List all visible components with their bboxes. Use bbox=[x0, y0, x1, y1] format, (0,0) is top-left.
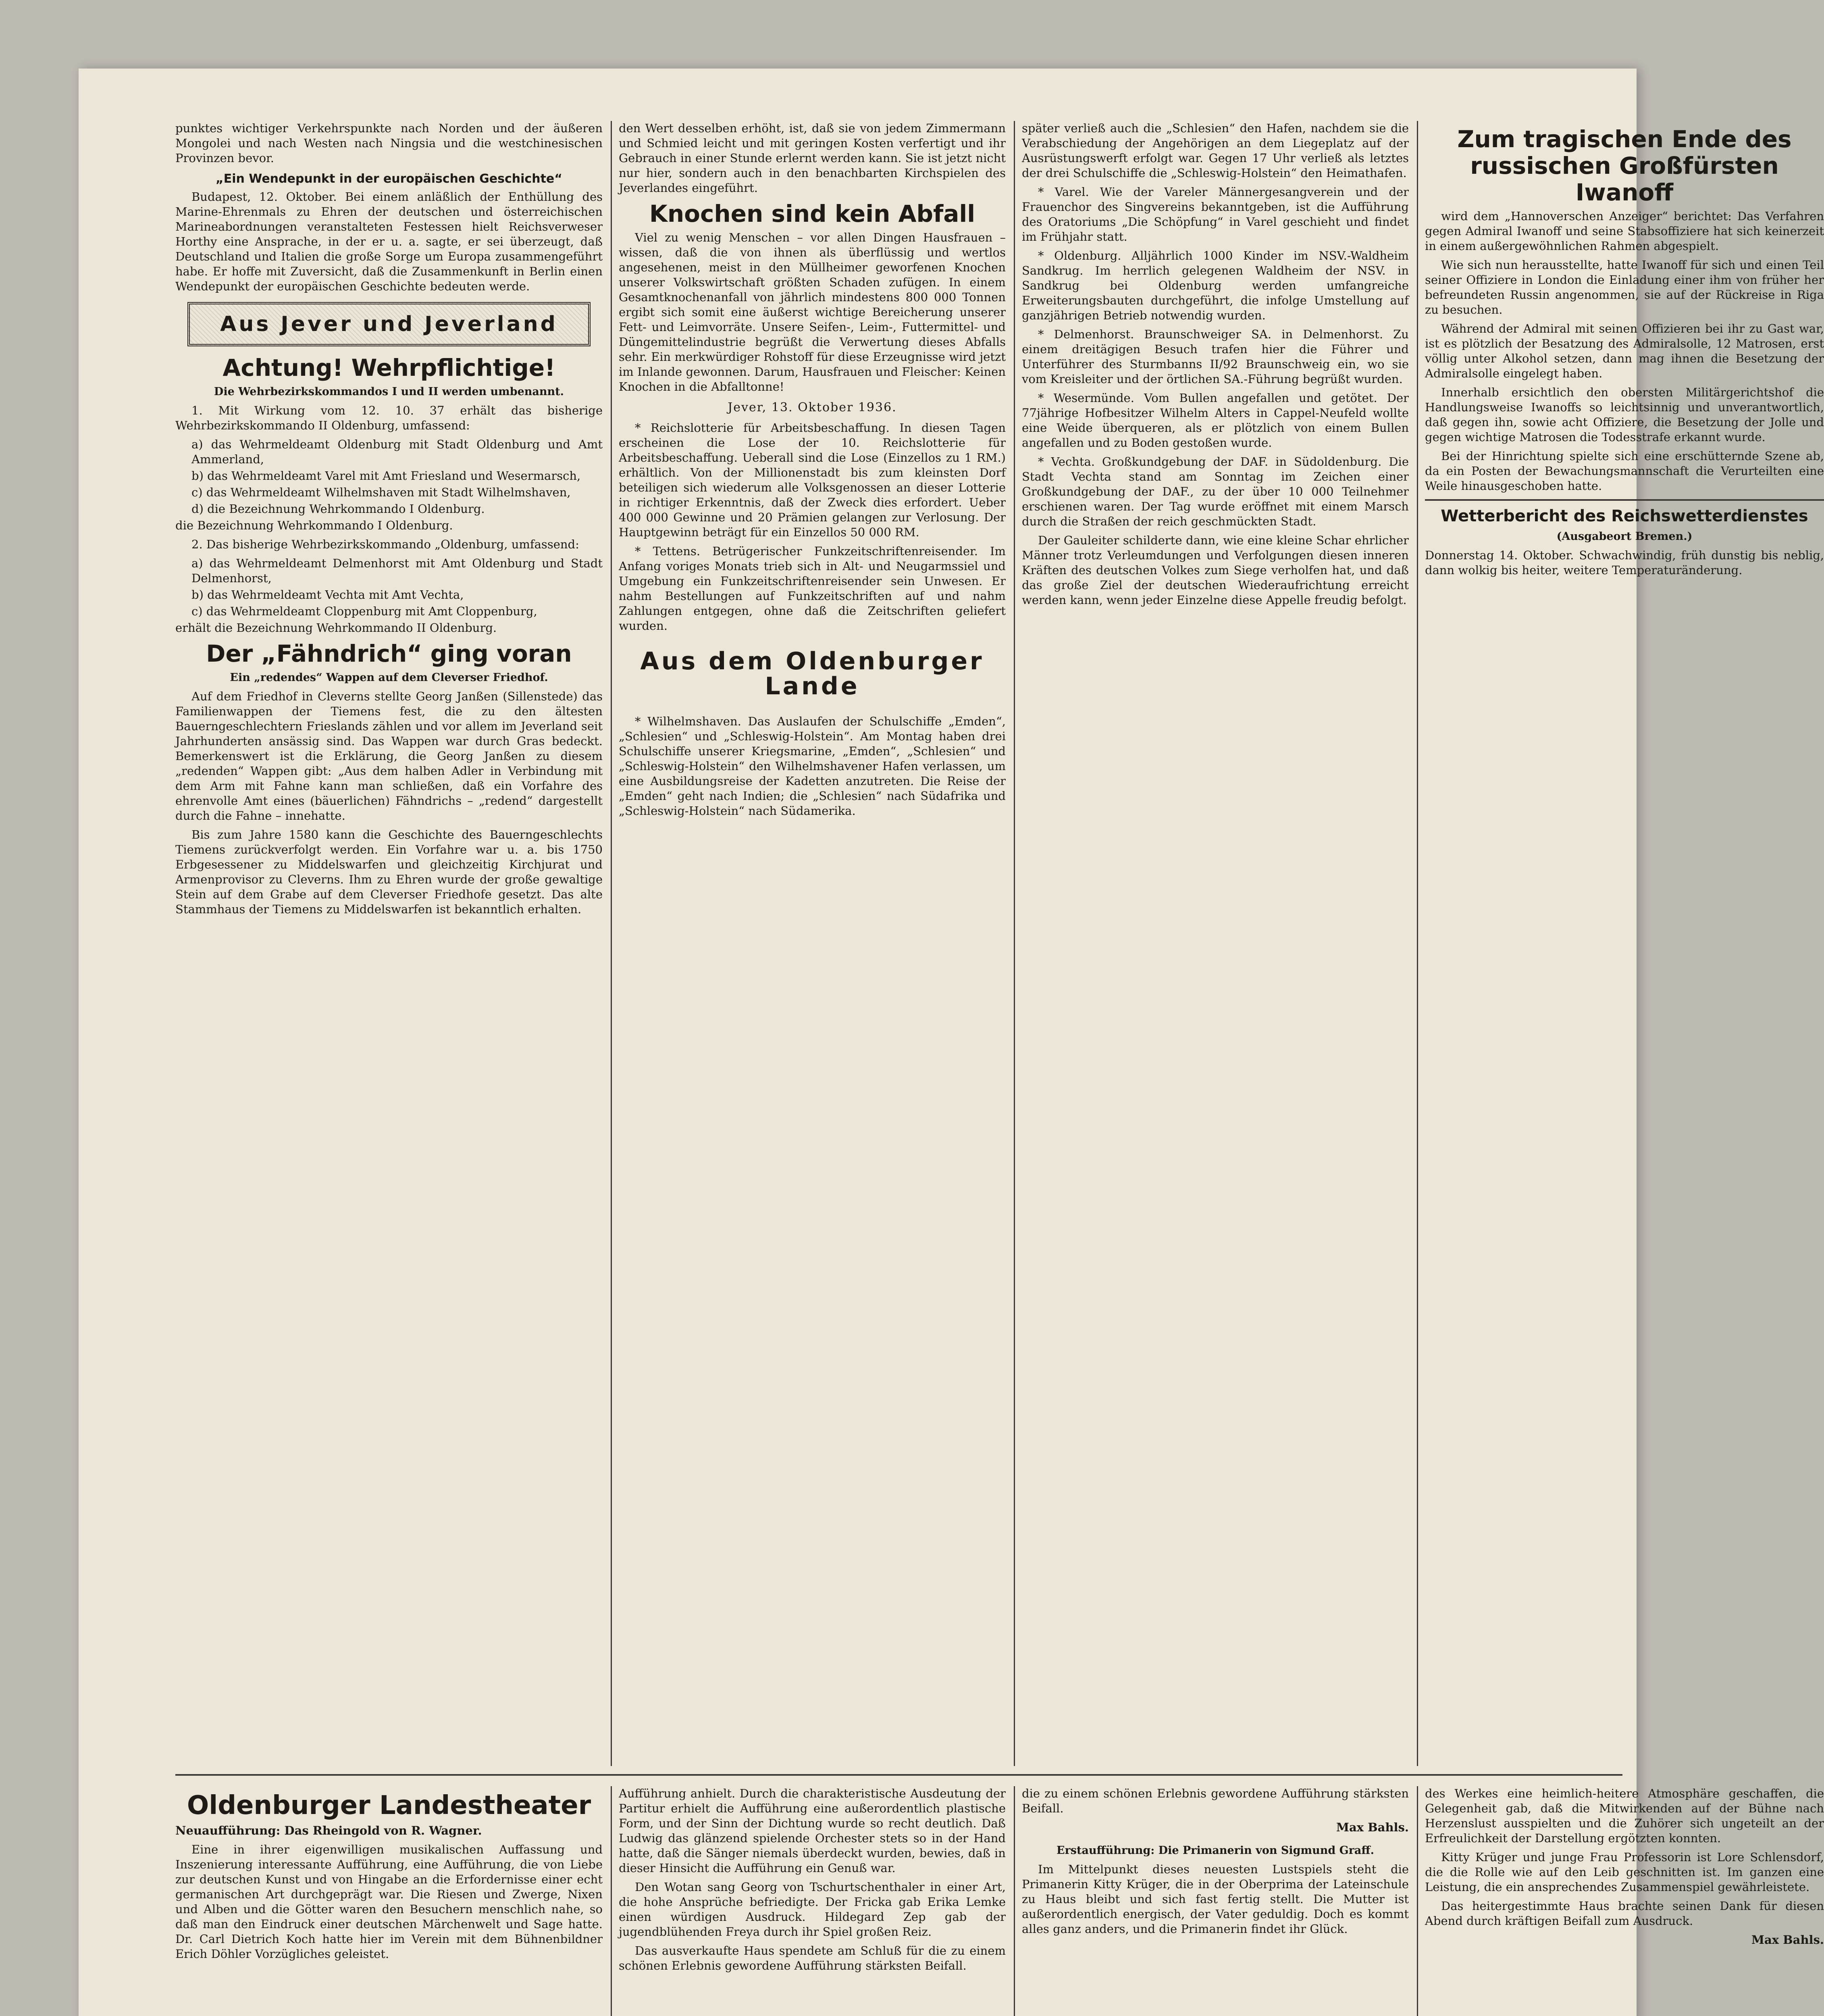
theater-column-1 bbox=[175, 1786, 603, 2016]
signature: Max Bahls. bbox=[1336, 1820, 1409, 1834]
paragraph: Aufführung anhielt. Durch die charakteristische Ausdeutung der Partitur erhielt die Aufführung eine außerordentlich plastische Form, und der Sinn der Dichtung wurde so recht deutlich. Daß Ludwig das glänzend spielende Orchester stets so in der Hand hatte, daß die Sänger niemals überdeckt wurden, bewies, daß in dieser Hinsicht die Aufführung ein Genuß war. bbox=[619, 1787, 1006, 1875]
paragraph: Im Mittelpunkt dieses neuesten Lustspiels steht die Primanerin Kitty Krüger, die in der Oberprima der Lateinschule zu Haus bleibt und sich fast fertig stellt. Die Mutter ist außerordentlich energisch, der Vater geduldig. Doch es kommt alles ganz anders, und die Primanerin findet ihr Glück. bbox=[1022, 1862, 1409, 1936]
column-rule bbox=[1014, 1786, 1015, 2016]
paragraph: Budapest, 12. Oktober. Bei einem anläßlich der Enthüllung des Marine-Ehrenmals zu Ehren der deutschen und österreichischen Marineabordnungen veranstalteten Festessen hielt Reichsverweser Horthy eine Ansprache, in der er u. a. sagte, er sei überzeugt, daß Deutschland und Italien die große Sorge um Europa zusammengeführt habe. Er hoffe mit Zuversicht, daß die Zusammenkunft in Berlin einen Wendepunkt der europäischen Geschichte bedeuten werde. bbox=[175, 190, 603, 293]
paragraph: Der Gauleiter schilderte dann, wie eine kleine Schar ehrlicher Männer trotz Verleumdungen und Verfolgungen diesen inneren Kräften des deutschen Volkes zum Siege verholfen hat, und daß das große Ziel der deutschen Wiederaufrichtung erreicht werden kann, wenn jeder Einzelne diese Appelle freudig befolgt. bbox=[1022, 533, 1409, 607]
newspaper-page bbox=[79, 69, 1824, 2016]
paragraph: Bei der Hinrichtung spielte sich eine erschütternde Szene ab, da ein Posten der Bewachungsmannschaft die Verurteilten eine Weile hinausgeschoben hatte. bbox=[1425, 449, 1824, 493]
headline: Knochen sind kein Abfall bbox=[649, 200, 975, 227]
subheadline: Ein „redendes“ Wappen auf dem Cleverser Friedhof. bbox=[230, 671, 548, 684]
section-rule bbox=[175, 1774, 1622, 1776]
section-header: Aus dem Oldenburger Lande bbox=[640, 647, 984, 700]
headline: „Ein Wendepunkt in der europäischen Geschichte“ bbox=[216, 172, 562, 186]
paragraph: den Wert desselben erhöht, ist, daß sie von jedem Zimmermann und Schmied leicht und mit geringen Kosten verfertigt und ihr Gebrauch in einer Stunde erlernt werden kann. Sie ist jetzt nicht nur hier, sondern auch in den benachbarten Kirchspielen des Jeverlandes eingeführt. bbox=[619, 121, 1006, 195]
paragraph: Bis zum Jahre 1580 kann die Geschichte des Bauerngeschlechts Tiemens zurückverfolgt werden. Ein Vorfahre war u. a. bis 1750 Erbgesessener zu Middelswarfen und gleichzeitig Kirchjurat und Armenprovisor zu Cleverns. Ihm zu Ehren wurde der große gewaltige Stein auf dem Grabe auf dem Cleverser Friedhofe gesetzt. Das alte Stammhaus der Tiemens zu Middelswarfen ist bekanntlich erhalten. bbox=[175, 828, 603, 916]
theater-column-4 bbox=[1425, 1786, 1824, 2016]
rule bbox=[1425, 499, 1824, 501]
paragraph: später verließ auch die „Schlesien“ den Hafen, nachdem sie die Verabschiedung der Angehörigen an dem Liegeplatz auf der Ausrüstungswerft erfolgt war. Gegen 17 Uhr verließ als letztes der drei Schulschiffe die „Schleswig-Holstein“ den Heimathafen. bbox=[1022, 121, 1409, 180]
paragraph: * Varel. Wie der Vareler Männergesangverein und der Frauenchor des Singvereins bekanntgeben, ist die Aufführung des Oratoriums „Die Schöpfung“ in Varel geschieht und findet im Frühjahr statt. bbox=[1022, 185, 1409, 244]
column-1 bbox=[175, 121, 603, 1766]
column-rule bbox=[611, 1786, 612, 2016]
section-header-box: Aus Jever und Jeverland bbox=[187, 302, 591, 346]
paragraph: punktes wichtiger Verkehrspunkte nach Norden und der äußeren Mongolei und nach Westen nach Ningsia und die westchinesischen Provinzen bevor. bbox=[175, 121, 603, 165]
paragraph: * Wilhelmshaven. Das Auslaufen der Schulschiffe „Emden“, „Schlesien“ und „Schleswig-Holstein“. Am Montag haben drei Schulschiffe unserer Kriegsmarine, „Emden“, „Schlesien“ und „Schleswig-Holstein“ den Wilhelmshavener Hafen verlassen, um eine Ausbildungsreise der Kadetten anzutreten. Die Reise der „Emden“ geht nach Indien; die „Schlesien“ nach Südafrika und „Schleswig-Holstein“ nach Südamerika. bbox=[619, 714, 1006, 818]
paragraph: Wie sich nun herausstellte, hatte Iwanoff für sich und einen Teil seiner Offiziere in London die Einladung einer ihm von früher her befreundeten Russin angenommen, sie auf der Rückreise in Riga zu besuchen. bbox=[1425, 258, 1824, 317]
paragraph: Eine in ihrer eigenwilligen musikalischen Auffassung und Inszenierung interessante Aufführung, eine Aufführung, die von Liebe zur deutschen Kunst und von Hingabe an die Erfordernisse einer echt germanischen Art durchgeprägt war. Die Riesen und Zwerge, Nixen und Alben und die Götter waren den Besuchern menschlich nahe, so daß man den Eindruck einer deutschen Märchenwelt und Sage hatte. Dr. Carl Dietrich Koch hatte hier im Verein mit dem Bühnenbildner Erich Döhler Vorzügliches geleistet. bbox=[175, 1843, 603, 1961]
paragraph: die zu einem schönen Erlebnis gewordene Aufführung stärksten Beifall. bbox=[1022, 1787, 1409, 1815]
theater-column-3 bbox=[1022, 1786, 1409, 2016]
paragraph: Donnerstag 14. Oktober. Schwachwindig, früh dunstig bis neblig, dann wolkig bis heiter, weitere Temperaturänderung. bbox=[1425, 548, 1824, 577]
headline: Wetterbericht des Reichswetterdienstes bbox=[1441, 507, 1808, 525]
list-item: d) die Bezeichnung Wehrkommando I Oldenburg. bbox=[191, 502, 485, 516]
paragraph: * Vechta. Großkundgebung der DAF. in Südoldenburg. Die Stadt Vechta stand am Sonntag im Zeichen einer Großkundgebung der DAF., zu der über 10 000 Teilnehmer erschienen waren. Der Tag wurde eröffnet mit einem Marsch durch die Straßen der reich geschmückten Stadt. bbox=[1022, 455, 1409, 528]
list-item: b) das Wehrmeldeamt Vechta mit Amt Vechta, bbox=[191, 588, 464, 602]
list-item: c) das Wehrmeldeamt Cloppenburg mit Amt Cloppenburg, bbox=[191, 604, 537, 618]
headline: Der „Fähndrich“ ging voran bbox=[206, 640, 572, 667]
paragraph: Das ausverkaufte Haus spendete am Schluß für die zu einem schönen Erlebnis gewordene Aufführung stärksten Beifall. bbox=[619, 1944, 1006, 1972]
paragraph: * Reichslotterie für Arbeitsbeschaffung. In diesen Tagen erscheinen die Lose der 10. Reichslotterie für Arbeitsbeschaffung. Ueberall sind die Lose (Einzellos zu 1 RM.) erhältlich. Von der Millionenstadt bis zum kleinsten Dorf beteiligen sich wiederum alle Volksgenossen an dieser Lotterie in richtiger Erkenntnis, daß der Zweck dies erfordert. Ueber 400 000 Gewinne und 20 Prämien gelangen zur Verlosung. Der Hauptgewinn beträgt für ein Einzellos 50 000 RM. bbox=[619, 421, 1006, 539]
paragraph: Den Wotan sang Georg von Tschurtschenthaler in einer Art, die hohe Ansprüche befriedigte. Der Fricka gab Erika Lemke einen würdigen Ausdruck. Hildegard Zep gab der jugendblühenden Freya durch ihr Spiel großen Reiz. bbox=[619, 1880, 1006, 1939]
subheadline: Die Wehrbezirkskommandos I und II werden umbenannt. bbox=[214, 385, 564, 398]
list-item: a) das Wehrmeldeamt Oldenburg mit Stadt Oldenburg und Amt Ammerland, bbox=[191, 437, 603, 466]
district-list-1 bbox=[175, 437, 603, 516]
paragraph: des Werkes eine heimlich-heitere Atmosphäre geschaffen, die Gelegenheit gab, daß die Mitwirkenden auf der Bühne nach Herzenslust ausspielten und die Zuhörer sich ungeteilt an der Erfreulichkeit der Darstellung ergötzten konnten. bbox=[1425, 1787, 1824, 1845]
paragraph: * Oldenburg. Alljährlich 1000 Kinder im NSV.-Waldheim Sandkrug. Im herrlich gelegenen Waldheim der NSV. in Sandkrug bei Oldenburg werden umfangreiche Erweiterungsbauten durchgeführt, die infolge Umstellung auf ganzjährigen Betrieb notwendig wurden. bbox=[1022, 249, 1409, 322]
paragraph: wird dem „Hannoverschen Anzeiger“ berichtet: Das Verfahren gegen Admiral Iwanoff und seine Stabsoffiziere hat sich keinerzeit in einem außergewöhnlichen Rahmen abgespielt. bbox=[1425, 209, 1824, 253]
subheadline: Erstaufführung: Die Primanerin von Sigmund Graff. bbox=[1057, 1844, 1374, 1857]
list-item: b) das Wehrmeldeamt Varel mit Amt Friesland und Wesermarsch, bbox=[191, 469, 581, 483]
district-list-2 bbox=[175, 556, 603, 619]
paragraph: 1. Mit Wirkung vom 12. 10. 37 erhält das bisherige Wehrbezirkskommando II Oldenburg, umfassend: bbox=[175, 404, 603, 432]
subheadline: (Ausgabeort Bremen.) bbox=[1556, 530, 1693, 543]
paragraph: Während der Admiral mit seinen Offizieren bei ihr zu Gast war, ist es plötzlich der Besatzung des Admiralsolle, 12 Matrosen, erst völlig unter Alkohol setzen, dann mag ihnen die Besetzung der Admiralsolle eingelegt haben. bbox=[1425, 322, 1824, 380]
signature: Max Bahls. bbox=[1751, 1933, 1824, 1947]
paragraph: Kitty Krüger und junge Frau Professorin ist Lore Schlensdorf, die die Rolle wie auf den Leib geschnitten ist. Im ganzen eine Leistung, die ein ansprechendes Zusammenspiel gewährleistete. bbox=[1425, 1850, 1824, 1894]
headline: Achtung! Wehrpflichtige! bbox=[223, 354, 555, 381]
column-3 bbox=[1022, 121, 1409, 1766]
paragraph: * Tettens. Betrügerischer Funkzeitschriftenreisender. Im Anfang voriges Monats trieb sich in Alt- und Neugarmssiel und Umgebung ein Funkzeitschriftenreisender sein Unwesen. Er nahm Bestellungen auf Funkzeitschriften auf und nahm Zahlungen entgegen, ohne daß die Zeitschriften geliefert wurden. bbox=[619, 544, 1006, 633]
paragraph: 2. Das bisherige Wehrbezirkskommando „Oldenburg, umfassend: bbox=[191, 537, 579, 551]
theater-column-2 bbox=[619, 1786, 1006, 2016]
headline: Zum tragischen Ende des russischen Großfürsten Iwanoff bbox=[1457, 125, 1792, 206]
paragraph: * Wesermünde. Vom Bullen angefallen und getötet. Der 77jährige Hofbesitzer Wilhelm Alters in Cappel-Neufeld wollte eine Weide überqueren, als er plötzlich von einem Bullen angefallen und zu Boden gestoßen wurde. bbox=[1022, 391, 1409, 450]
list-item: a) das Wehrmeldeamt Delmenhorst mit Amt Oldenburg und Stadt Delmenhorst, bbox=[191, 556, 603, 585]
paragraph: Das heitergestimmte Haus brachte seinen Dank für diesen Abend durch kräftigen Beifall zum Ausdruck. bbox=[1425, 1899, 1824, 1928]
list-item: c) das Wehrmeldeamt Wilhelmshaven mit Stadt Wilhelmshaven, bbox=[191, 485, 571, 499]
column-2 bbox=[619, 121, 1006, 1766]
column-rule bbox=[1014, 121, 1015, 1766]
paragraph: Auf dem Friedhof in Cleverns stellte Georg Janßen (Sillenstede) das Familienwappen der Tiemens fest, die zu den ältesten Bauerngeschlechtern Frieslands zählen und vor allem im Jeverland seit Jahrhunderten ansässig sind. Das Wappen war durch Gras bedeckt. Bemerkenswert ist die Erklärung, die Georg Janßen zu diesem „redenden“ Wappen gibt: „Aus dem halben Adler in Verbindung mit dem Arm mit Fahne kann man schließen, daß ein Vorfahre des ehrenvolle Amt eines (bäuerlichen) Fähndrichs – „redend“ dargestellt durch die Fahne – innehatte. bbox=[175, 689, 603, 823]
headline: Oldenburger Landestheater bbox=[187, 1791, 591, 1820]
paragraph: Viel zu wenig Menschen – vor allen Dingen Hausfrauen – wissen, daß die von ihnen als überflüssig und wertlos angesehenen, meist in den Müllheimer geworfenen Knochen unserer Volkswirtschaft größten Schaden zufügen. In einem Gesamtknochenanfall von jährlich mindestens 800 000 Tonnen ergibt sich somit eine äußerst wichtige Bereicherung unserer Fett- und Leimvorräte. Unsere Seifen-, Leim-, Futtermittel- und Düngemittelindustrie begrüßt die Verwertung dieses Abfalls sehr. Ein merkwürdiger Rohstoff für diese Erzeugnisse wird jetzt im Inlande gewonnen. Darum, Hausfrauen und Fleischer: Keinen Knochen in die Abfalltonne! bbox=[619, 231, 1006, 394]
dateline: Jever, 13. Oktober 1936. bbox=[728, 400, 897, 414]
paragraph: die Bezeichnung Wehrkommando I Oldenburg. bbox=[175, 519, 453, 532]
column-rule bbox=[611, 121, 612, 1766]
paragraph: * Delmenhorst. Braunschweiger SA. in Delmenhorst. Zu einem dreitägigen Besuch trafen hier die Führer und Unterführer des Sturmbanns II/92 Braunschweig ein, wo sie vom Kreisleiter und der örtlichen SA.-Führung begrüßt wurden. bbox=[1022, 327, 1409, 386]
column-rule bbox=[1417, 121, 1418, 1766]
column-4 bbox=[1425, 121, 1824, 1766]
column-rule bbox=[1417, 1786, 1418, 2016]
paragraph: Innerhalb ersichtlich den obersten Militärgerichtshof die Handlungsweise Iwanoffs so leichtsinnig und unverantwortlich, daß gegen ihn, sowie acht Offiziere, die Besetzung der Jolle und gegen wichtige Matrosen die Todesstrafe erkannt wurde. bbox=[1425, 385, 1824, 444]
paragraph: erhält die Bezeichnung Wehrkommando II Oldenburg. bbox=[175, 621, 497, 635]
subheadline: Neuaufführung: Das Rheingold von R. Wagner. bbox=[175, 1824, 482, 1837]
